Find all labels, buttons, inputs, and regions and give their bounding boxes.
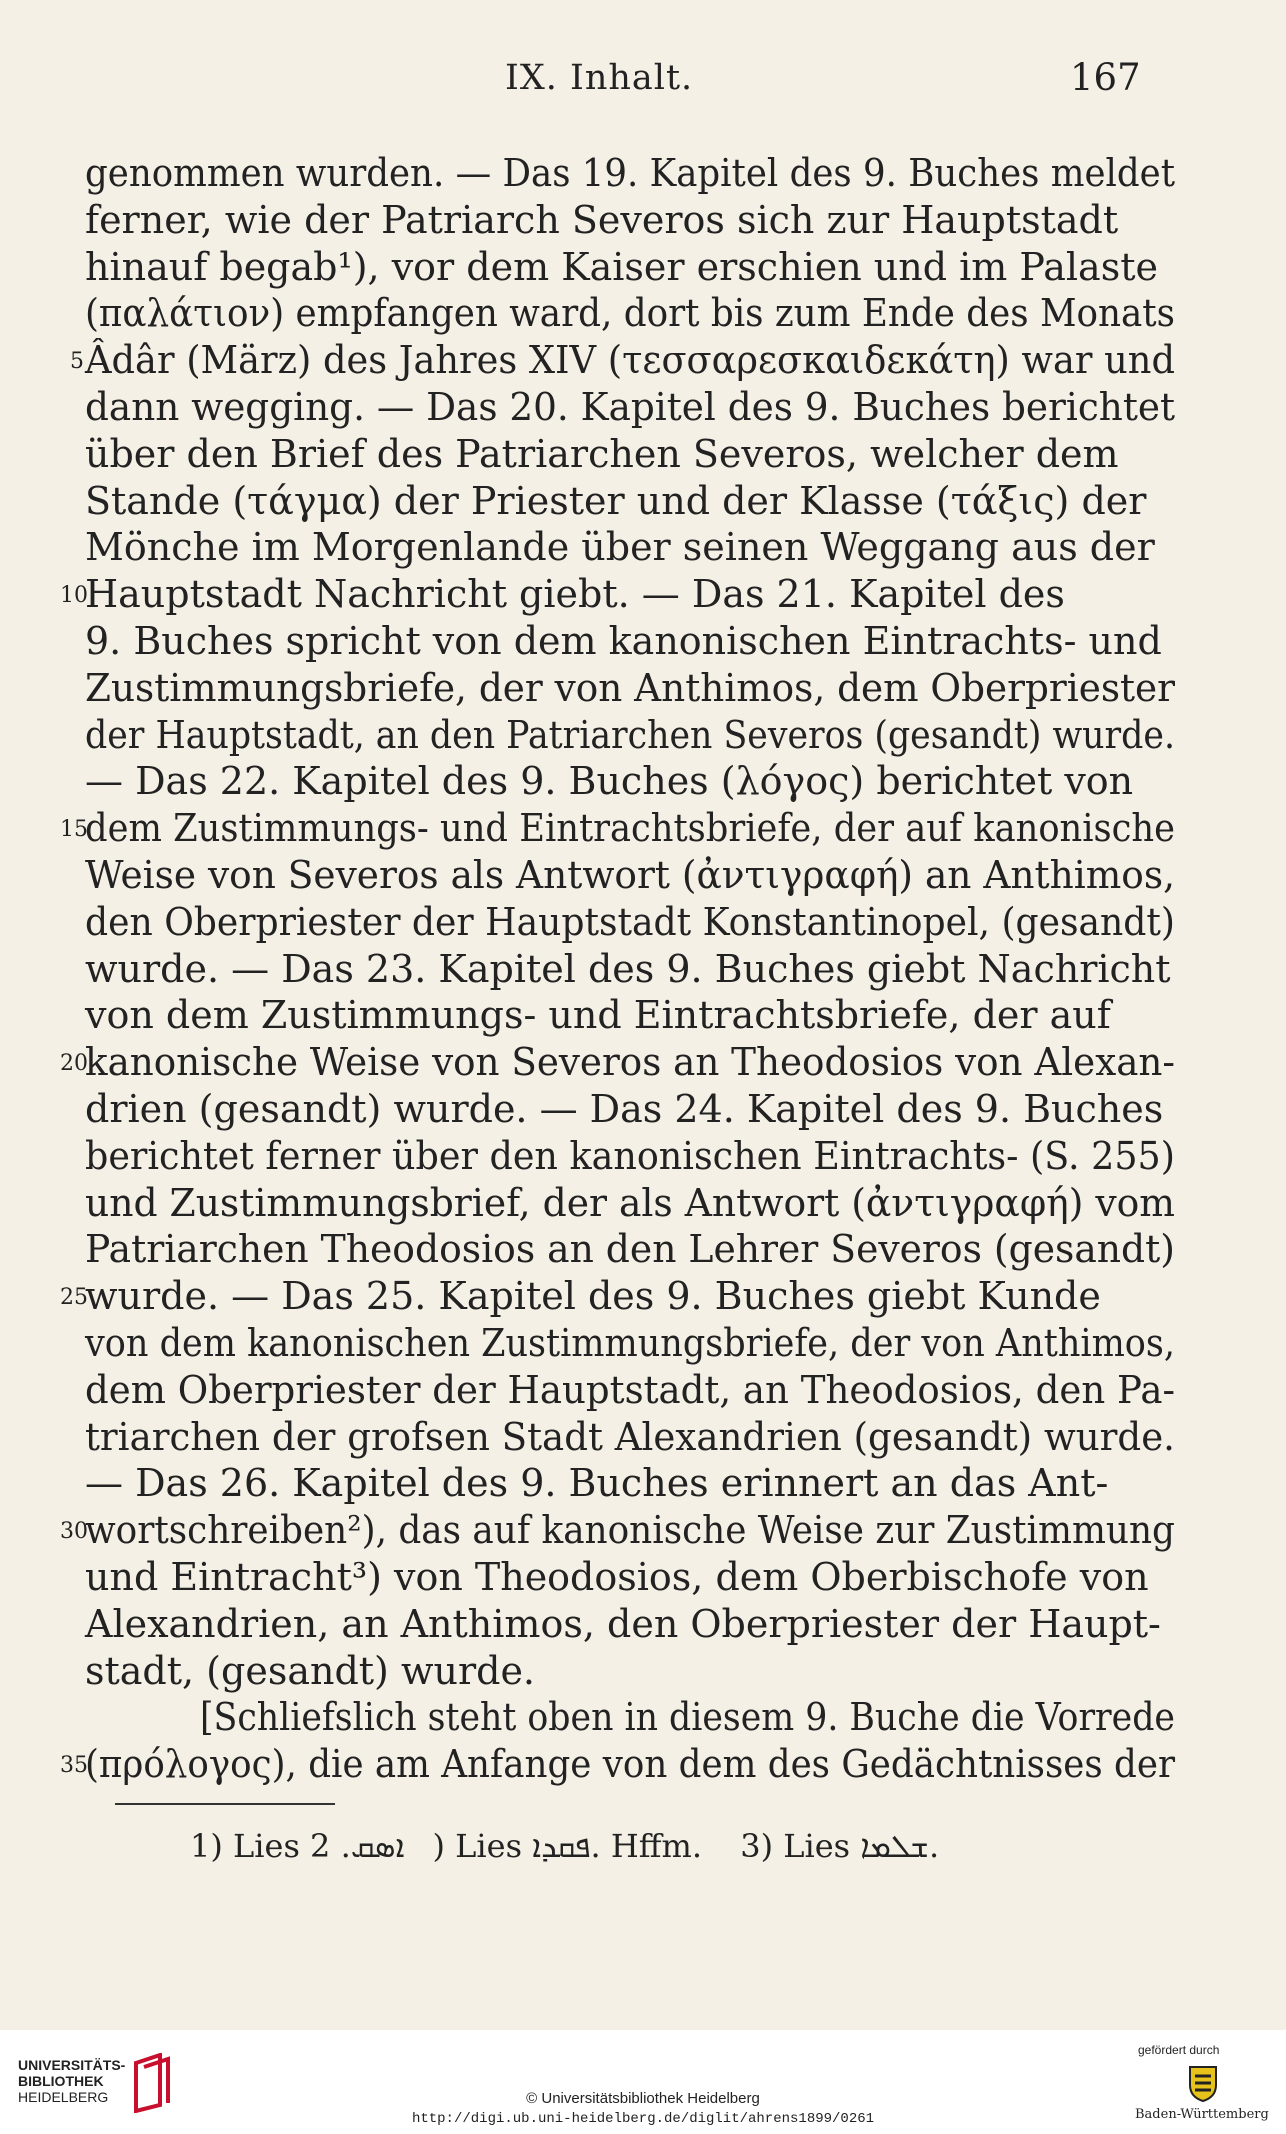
line-text: Mönche im Morgenlande über seinen Weggang aus der bbox=[85, 525, 1155, 570]
line-text: wurde. — Das 25. Kapitel des 9. Buches giebt Kunde bbox=[85, 1274, 1101, 1319]
text-line bbox=[60, 805, 1175, 852]
text-line bbox=[85, 1320, 1175, 1367]
line-text: von dem Zustimmungs- und Eintrachtsbriefe, der auf bbox=[85, 993, 1111, 1038]
text-line bbox=[85, 1086, 1175, 1133]
line-text: [Schliefslich steht oben in diesem 9. Buche die Vorrede bbox=[200, 1695, 1175, 1740]
line-text: Âdâr (März) des Jahres XIV (τεσσαρεσκαιδεκάτη) war und bbox=[85, 338, 1175, 383]
footnote-1: 1) Lies ܐܣܩ. bbox=[190, 1827, 405, 1865]
library-name-line-3: HEIDELBERG bbox=[18, 2089, 109, 2105]
text-line bbox=[85, 1180, 1175, 1227]
line-text: genommen wurden. — Das 19. Kapitel des 9. Buches meldet bbox=[85, 151, 1175, 195]
line-text: — Das 22. Kapitel des 9. Buches (λόγος) berichtet von bbox=[85, 759, 1134, 804]
text-line bbox=[85, 1460, 1175, 1507]
line-text: und Zustimmungsbrief, der als Antwort (ἀντιγραφή) vom bbox=[85, 1180, 1175, 1225]
line-text: triarchen der grofsen Stadt Alexandrien (gesandt) wurde. bbox=[85, 1414, 1175, 1459]
line-text: drien (gesandt) wurde. — Das 24. Kapitel des 9. Buches bbox=[85, 1086, 1164, 1131]
text-line bbox=[85, 384, 1175, 431]
line-number: 35 bbox=[60, 1753, 88, 1779]
line-number: 25 bbox=[60, 1285, 88, 1311]
line-text: von dem kanonischen Zustimmungsbriefe, der von Anthimos, bbox=[85, 1320, 1175, 1365]
text-line bbox=[85, 1226, 1175, 1273]
library-name-line-2: BIBLIOTHEK bbox=[18, 2073, 104, 2089]
text-line bbox=[85, 478, 1175, 525]
line-text: den Oberpriester der Hauptstadt Konstantinopel, (gesandt) bbox=[85, 899, 1175, 944]
line-text: berichtet ferner über den kanonischen Eintrachts- (S. 255) bbox=[85, 1133, 1175, 1178]
line-text: über den Brief des Patriarchen Severos, welcher dem bbox=[85, 431, 1119, 476]
footnote-2: 2) Lies ܦܩܕܐ. Hffm. bbox=[310, 1827, 703, 1865]
funded-by-label: gefördert durch bbox=[1138, 2043, 1220, 2057]
line-text: Alexandrien, an Anthimos, den Oberpriester der Haupt- bbox=[85, 1601, 1161, 1646]
line-text: (πρόλογος), die am Anfange von dem des Gedächtnisses der bbox=[85, 1742, 1175, 1787]
text-line bbox=[85, 946, 1175, 993]
line-number: 10 bbox=[60, 583, 88, 609]
line-text: Hauptstadt Nachricht giebt. — Das 21. Kapitel des bbox=[85, 572, 1065, 617]
line-number: 30 bbox=[60, 1519, 88, 1545]
line-text: (παλάτιον) empfangen ward, dort bis zum Ende des Monats bbox=[85, 291, 1175, 336]
sponsor-name: Baden-Württemberg bbox=[1135, 2107, 1269, 2122]
copyright-text: © Universitätsbibliothek Heidelberg bbox=[526, 2090, 760, 2107]
line-text: Patriarchen Theodosios an den Lehrer Severos (gesandt) bbox=[85, 1227, 1175, 1272]
text-line bbox=[60, 1273, 1175, 1320]
line-text: Weise von Severos als Antwort (ἀντιγραφή) an Anthimos, bbox=[85, 852, 1175, 897]
text-line bbox=[85, 852, 1175, 899]
line-text: der Hauptstadt, an den Patriarchen Severos (gesandt) wurde. bbox=[85, 712, 1175, 757]
header-title: IX. Inhalt. bbox=[505, 58, 694, 98]
text-line bbox=[85, 1554, 1175, 1601]
line-text: Zustimmungsbriefe, der von Anthimos, dem Oberpriester bbox=[85, 665, 1175, 710]
text-line bbox=[85, 712, 1175, 759]
text-line bbox=[60, 1507, 1175, 1554]
line-number: 5 bbox=[70, 349, 84, 375]
line-text: Stande (τάγμα) der Priester und der Klasse (τάξις) der bbox=[85, 478, 1147, 523]
text-line bbox=[85, 1367, 1175, 1414]
line-text: hinauf begab¹), vor dem Kaiser erschien und im Palaste bbox=[85, 244, 1158, 289]
line-text: wurde. — Das 23. Kapitel des 9. Buches giebt Nachricht bbox=[85, 946, 1171, 991]
text-line bbox=[60, 1039, 1175, 1086]
text-line bbox=[70, 337, 1175, 384]
line-text: kanonische Weise von Severos an Theodosios von Alexan- bbox=[85, 1040, 1175, 1085]
text-line bbox=[85, 431, 1175, 478]
text-line bbox=[85, 1694, 1175, 1741]
text-line bbox=[85, 244, 1175, 291]
footnote-rule bbox=[115, 1803, 335, 1805]
text-line bbox=[85, 992, 1175, 1039]
library-name-line-1: UNIVERSITÄTS- bbox=[18, 2057, 126, 2073]
line-text: 9. Buches spricht von dem kanonischen Eintrachts- und bbox=[85, 618, 1162, 663]
text-line bbox=[85, 1133, 1175, 1180]
page-number: 167 bbox=[1070, 56, 1141, 99]
source-url-link[interactable]: http://digi.ub.uni-heidelberg.de/diglit/ahrens1899/0261 bbox=[411, 2111, 875, 2127]
text-line bbox=[85, 290, 1175, 337]
text-line bbox=[85, 758, 1175, 805]
body-text bbox=[60, 150, 1175, 1788]
text-line bbox=[85, 1414, 1175, 1461]
line-text: dem Zustimmungs- und Eintrachtsbriefe, der auf kanonische bbox=[85, 806, 1175, 851]
text-line bbox=[60, 571, 1175, 618]
text-line bbox=[85, 150, 1175, 197]
line-text: stadt, (gesandt) wurde. bbox=[85, 1648, 536, 1693]
line-text: dem Oberpriester der Hauptstadt, an Theodosios, den Pa- bbox=[85, 1367, 1175, 1412]
line-number: 20 bbox=[60, 1051, 88, 1077]
running-header bbox=[0, 58, 1286, 108]
text-line bbox=[60, 1741, 1175, 1788]
line-text: dann wegging. — Das 20. Kapitel des 9. Buches berichtet bbox=[85, 384, 1175, 429]
text-line bbox=[85, 1601, 1175, 1648]
text-line bbox=[85, 618, 1175, 665]
text-line bbox=[85, 899, 1175, 946]
text-line bbox=[85, 1648, 1175, 1695]
line-text: ferner, wie der Patriarch Severos sich zur Hauptstadt bbox=[85, 197, 1119, 242]
footnotes bbox=[190, 1827, 967, 1866]
text-line bbox=[85, 197, 1175, 244]
line-text: wortschreiben²), das auf kanonische Weise zur Zustimmung bbox=[85, 1508, 1175, 1553]
line-text: — Das 26. Kapitel des 9. Buches erinnert an das Ant- bbox=[85, 1461, 1109, 1506]
footnote-3: 3) Lies ܫܠܡܐ. bbox=[740, 1827, 940, 1865]
coat-of-arms-icon bbox=[1178, 2063, 1228, 2103]
line-text: und Eintracht³) von Theodosios, dem Oberbischofe von bbox=[85, 1554, 1149, 1599]
text-line bbox=[85, 524, 1175, 571]
text-line bbox=[85, 665, 1175, 712]
line-number: 15 bbox=[60, 817, 88, 843]
